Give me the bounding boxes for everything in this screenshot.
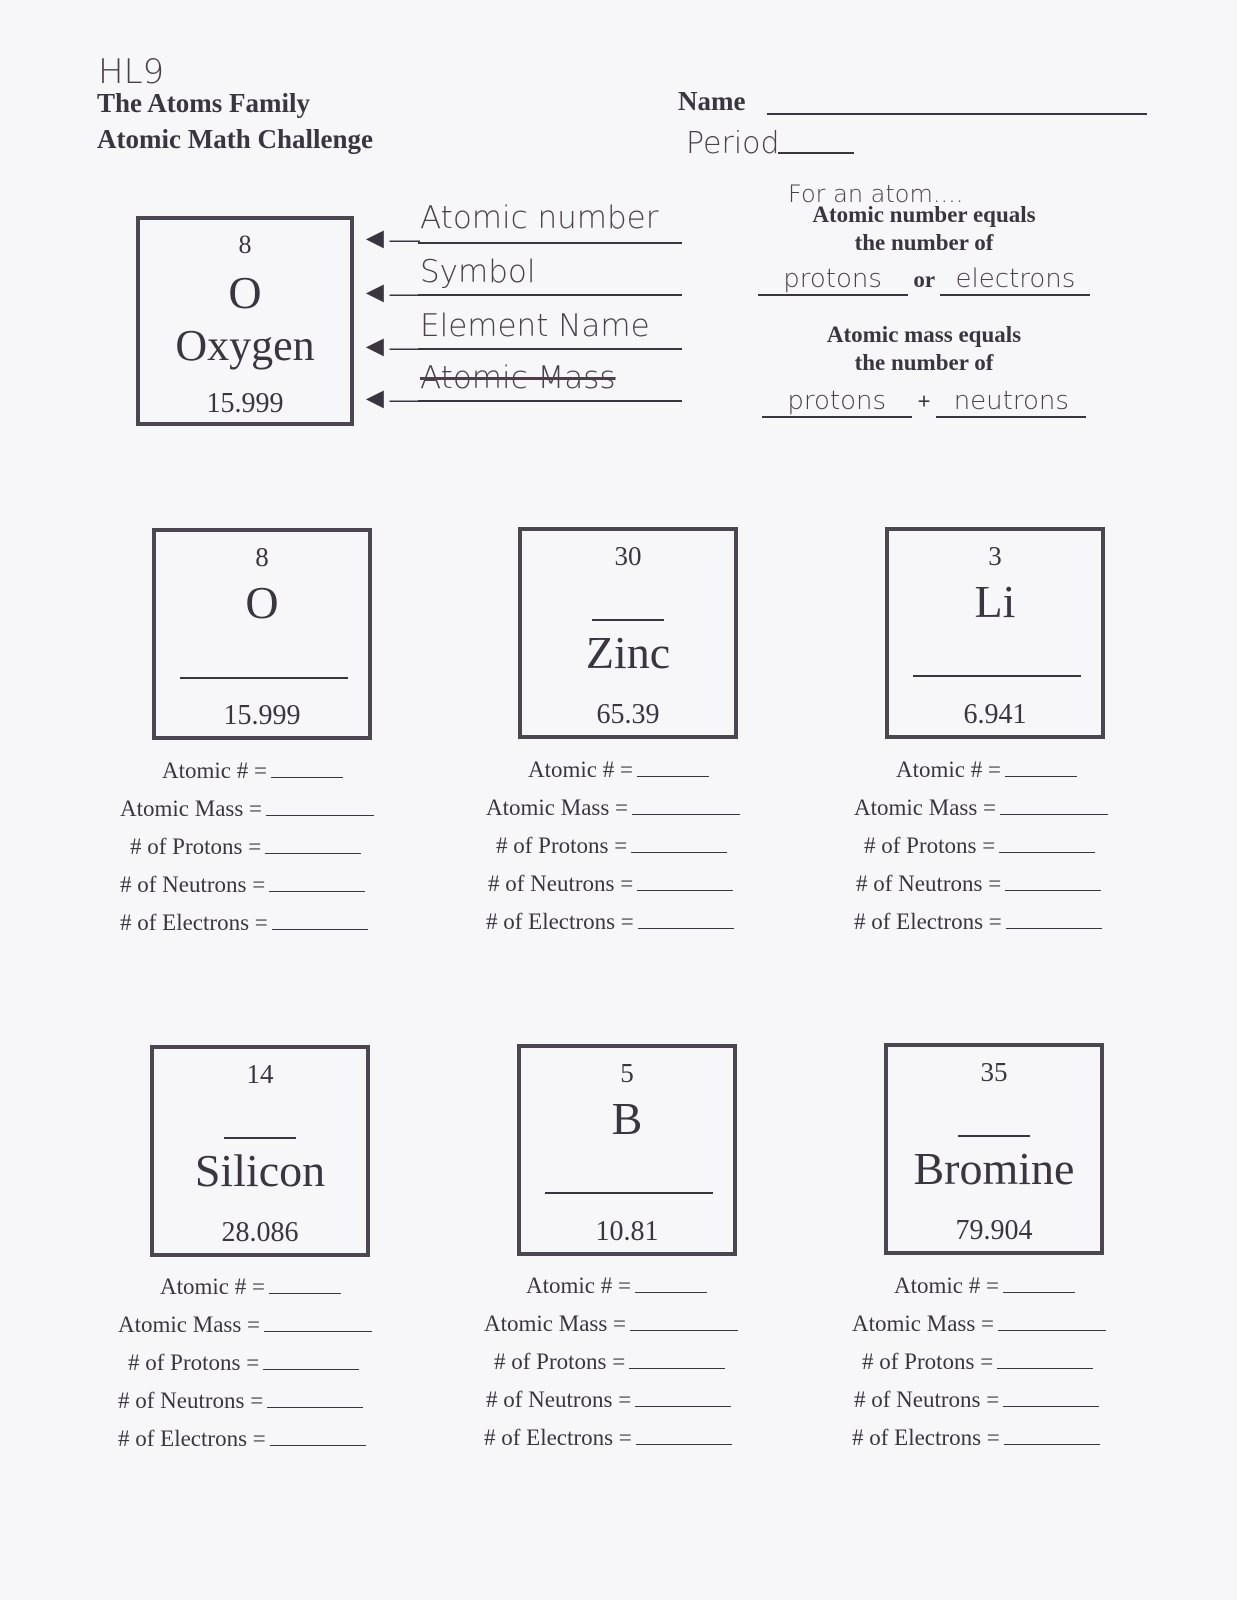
element-box-bromine [884, 1043, 1104, 1255]
atomic-number: 14 [246, 1059, 274, 1089]
element-name: Bromine [913, 1143, 1075, 1194]
atomic-number: 35 [980, 1057, 1008, 1087]
element-box-boron [517, 1044, 737, 1256]
arrow-left-icon: ◄— [360, 330, 420, 363]
element-box-silicon [150, 1045, 370, 1257]
atomic-mass: 10.81 [595, 1216, 659, 1247]
question-atomic-number: Atomic # = [528, 757, 709, 783]
question-neutrons: # of Neutrons = [488, 871, 733, 897]
answer-blank[interactable] [632, 813, 740, 815]
info-number-of: the number of [854, 350, 994, 375]
answer-blank[interactable] [1005, 889, 1101, 891]
element-box-zinc [518, 527, 738, 739]
answer-blank[interactable] [1003, 1405, 1099, 1407]
title-line-2: Atomic Math Challenge [97, 124, 373, 154]
question-atomic-number: Atomic # = [160, 1274, 341, 1300]
answer-blank[interactable] [1006, 927, 1102, 929]
question-electrons: # of Electrons = [854, 909, 1102, 935]
atomic-number: 8 [255, 542, 269, 572]
answer-blank[interactable] [263, 1368, 359, 1370]
question-atomic-number: Atomic # = [894, 1273, 1075, 1299]
question-electrons: # of Electrons = [484, 1425, 732, 1451]
answer-blank[interactable] [1004, 1443, 1100, 1445]
info-atomic-number-equals: Atomic number equals [812, 202, 1036, 227]
answer-blank[interactable] [999, 851, 1095, 853]
atomic-mass: 15.999 [223, 700, 301, 731]
key-symbol: Symbol [420, 254, 536, 290]
symbol-blank[interactable] [592, 619, 664, 621]
answer-blank[interactable] [629, 1367, 725, 1369]
question-neutrons: # of Neutrons = [120, 872, 365, 898]
question-atomic-mass: Atomic Mass = [484, 1311, 738, 1337]
atomic-number: 30 [614, 541, 642, 571]
answer-protons[interactable]: protons [758, 264, 908, 296]
question-atomic-mass: Atomic Mass = [852, 1311, 1106, 1337]
key-line [418, 242, 682, 244]
answer-blank[interactable] [271, 776, 343, 778]
atomic-mass: 79.904 [955, 1215, 1033, 1246]
question-atomic-mass: Atomic Mass = [118, 1312, 372, 1338]
answer-blank[interactable] [636, 1443, 732, 1445]
answer-neutrons[interactable]: neutrons [936, 386, 1086, 418]
example-element-box [136, 216, 354, 426]
question-atomic-number: Atomic # = [162, 758, 343, 784]
element-box-lithium [885, 527, 1105, 739]
answer-blank[interactable] [631, 851, 727, 853]
answer-blank[interactable] [637, 889, 733, 891]
answer-electrons[interactable]: electrons [940, 264, 1090, 296]
arrow-left-icon: ◄— [360, 382, 420, 415]
symbol-blank[interactable] [958, 1135, 1030, 1137]
symbol-blank[interactable] [224, 1137, 296, 1139]
key-atomic-mass: Atomic Mass [420, 360, 616, 396]
question-neutrons: # of Neutrons = [486, 1387, 731, 1413]
title-line-1: The Atoms Family [97, 88, 310, 118]
answer-blank[interactable] [997, 1367, 1093, 1369]
answer-blank[interactable] [998, 1329, 1106, 1331]
answer-blank[interactable] [266, 814, 374, 816]
answer-blank[interactable] [270, 1444, 366, 1446]
question-atomic-mass: Atomic Mass = [120, 796, 374, 822]
question-protons: # of Protons = [496, 833, 727, 859]
arrow-left-icon: ◄— [360, 276, 420, 309]
answer-blank[interactable] [630, 1329, 738, 1331]
element-name: Silicon [194, 1145, 326, 1196]
question-atomic-number: Atomic # = [896, 757, 1077, 783]
answer-blank[interactable] [635, 1291, 707, 1293]
question-electrons: # of Electrons = [486, 909, 734, 935]
atomic-mass: 6.941 [963, 699, 1027, 730]
question-protons: # of Protons = [130, 834, 361, 860]
info-note: For an atom.... [788, 180, 964, 208]
answer-blank[interactable] [269, 890, 365, 892]
answer-blank[interactable] [267, 1406, 363, 1408]
name-blank[interactable] [180, 677, 348, 679]
arrow-left-icon: ◄— [360, 222, 420, 255]
name-blank[interactable] [913, 675, 1081, 677]
question-atomic-number: Atomic # = [526, 1273, 707, 1299]
answer-blank[interactable] [1000, 813, 1108, 815]
handwritten-code: HL9 [98, 52, 165, 92]
answer-protons-2[interactable]: protons [762, 386, 912, 418]
answer-blank[interactable] [637, 775, 709, 777]
atomic-number: 5 [620, 1058, 634, 1088]
question-neutrons: # of Neutrons = [854, 1387, 1099, 1413]
element-box-oxygen [152, 528, 372, 740]
question-electrons: # of Electrons = [852, 1425, 1100, 1451]
info-atomic-mass-equals: Atomic mass equals [826, 322, 1022, 347]
name-field[interactable] [767, 113, 1147, 115]
question-protons: # of Protons = [862, 1349, 1093, 1375]
atomic-number: 3 [988, 541, 1002, 571]
element-name: Zinc [585, 627, 671, 678]
key-line [418, 294, 682, 296]
element-symbol: Li [974, 576, 1016, 627]
example-name: Oxygen [175, 321, 315, 370]
element-symbol: O [245, 577, 279, 628]
question-electrons: # of Electrons = [120, 910, 368, 936]
info-or: or [913, 267, 935, 292]
atomic-mass: 65.39 [596, 699, 660, 730]
question-protons: # of Protons = [128, 1350, 359, 1376]
period-field[interactable] [778, 152, 854, 154]
question-neutrons: # of Neutrons = [856, 871, 1101, 897]
answer-blank[interactable] [264, 1330, 372, 1332]
answer-blank[interactable] [272, 928, 368, 930]
period-label: Period [686, 126, 780, 161]
key-element-name: Element Name [420, 308, 650, 344]
answer-blank[interactable] [1005, 775, 1077, 777]
answer-blank[interactable] [1003, 1291, 1075, 1293]
atomic-mass: 28.086 [221, 1217, 299, 1248]
question-atomic-mass: Atomic Mass = [486, 795, 740, 821]
info-answer-row-2 [734, 386, 1114, 418]
answer-blank[interactable] [638, 927, 734, 929]
name-label: Name [678, 86, 746, 116]
question-neutrons: # of Neutrons = [118, 1388, 363, 1414]
answer-blank[interactable] [635, 1405, 731, 1407]
example-mass: 15.999 [206, 388, 284, 419]
question-atomic-mass: Atomic Mass = [854, 795, 1108, 821]
element-symbol: B [611, 1093, 643, 1144]
key-line [418, 400, 682, 402]
info-answer-row-1 [734, 264, 1114, 296]
question-protons: # of Protons = [864, 833, 1095, 859]
info-plus: + [917, 389, 931, 414]
example-atomic-number: 8 [238, 230, 252, 259]
info-number-of: the number of [854, 230, 994, 255]
question-protons: # of Protons = [494, 1349, 725, 1375]
key-atomic-number: Atomic number [420, 200, 659, 236]
example-symbol: O [228, 267, 262, 318]
key-line [418, 348, 682, 350]
answer-blank[interactable] [265, 852, 361, 854]
name-blank[interactable] [545, 1192, 713, 1194]
question-electrons: # of Electrons = [118, 1426, 366, 1452]
answer-blank[interactable] [269, 1292, 341, 1294]
